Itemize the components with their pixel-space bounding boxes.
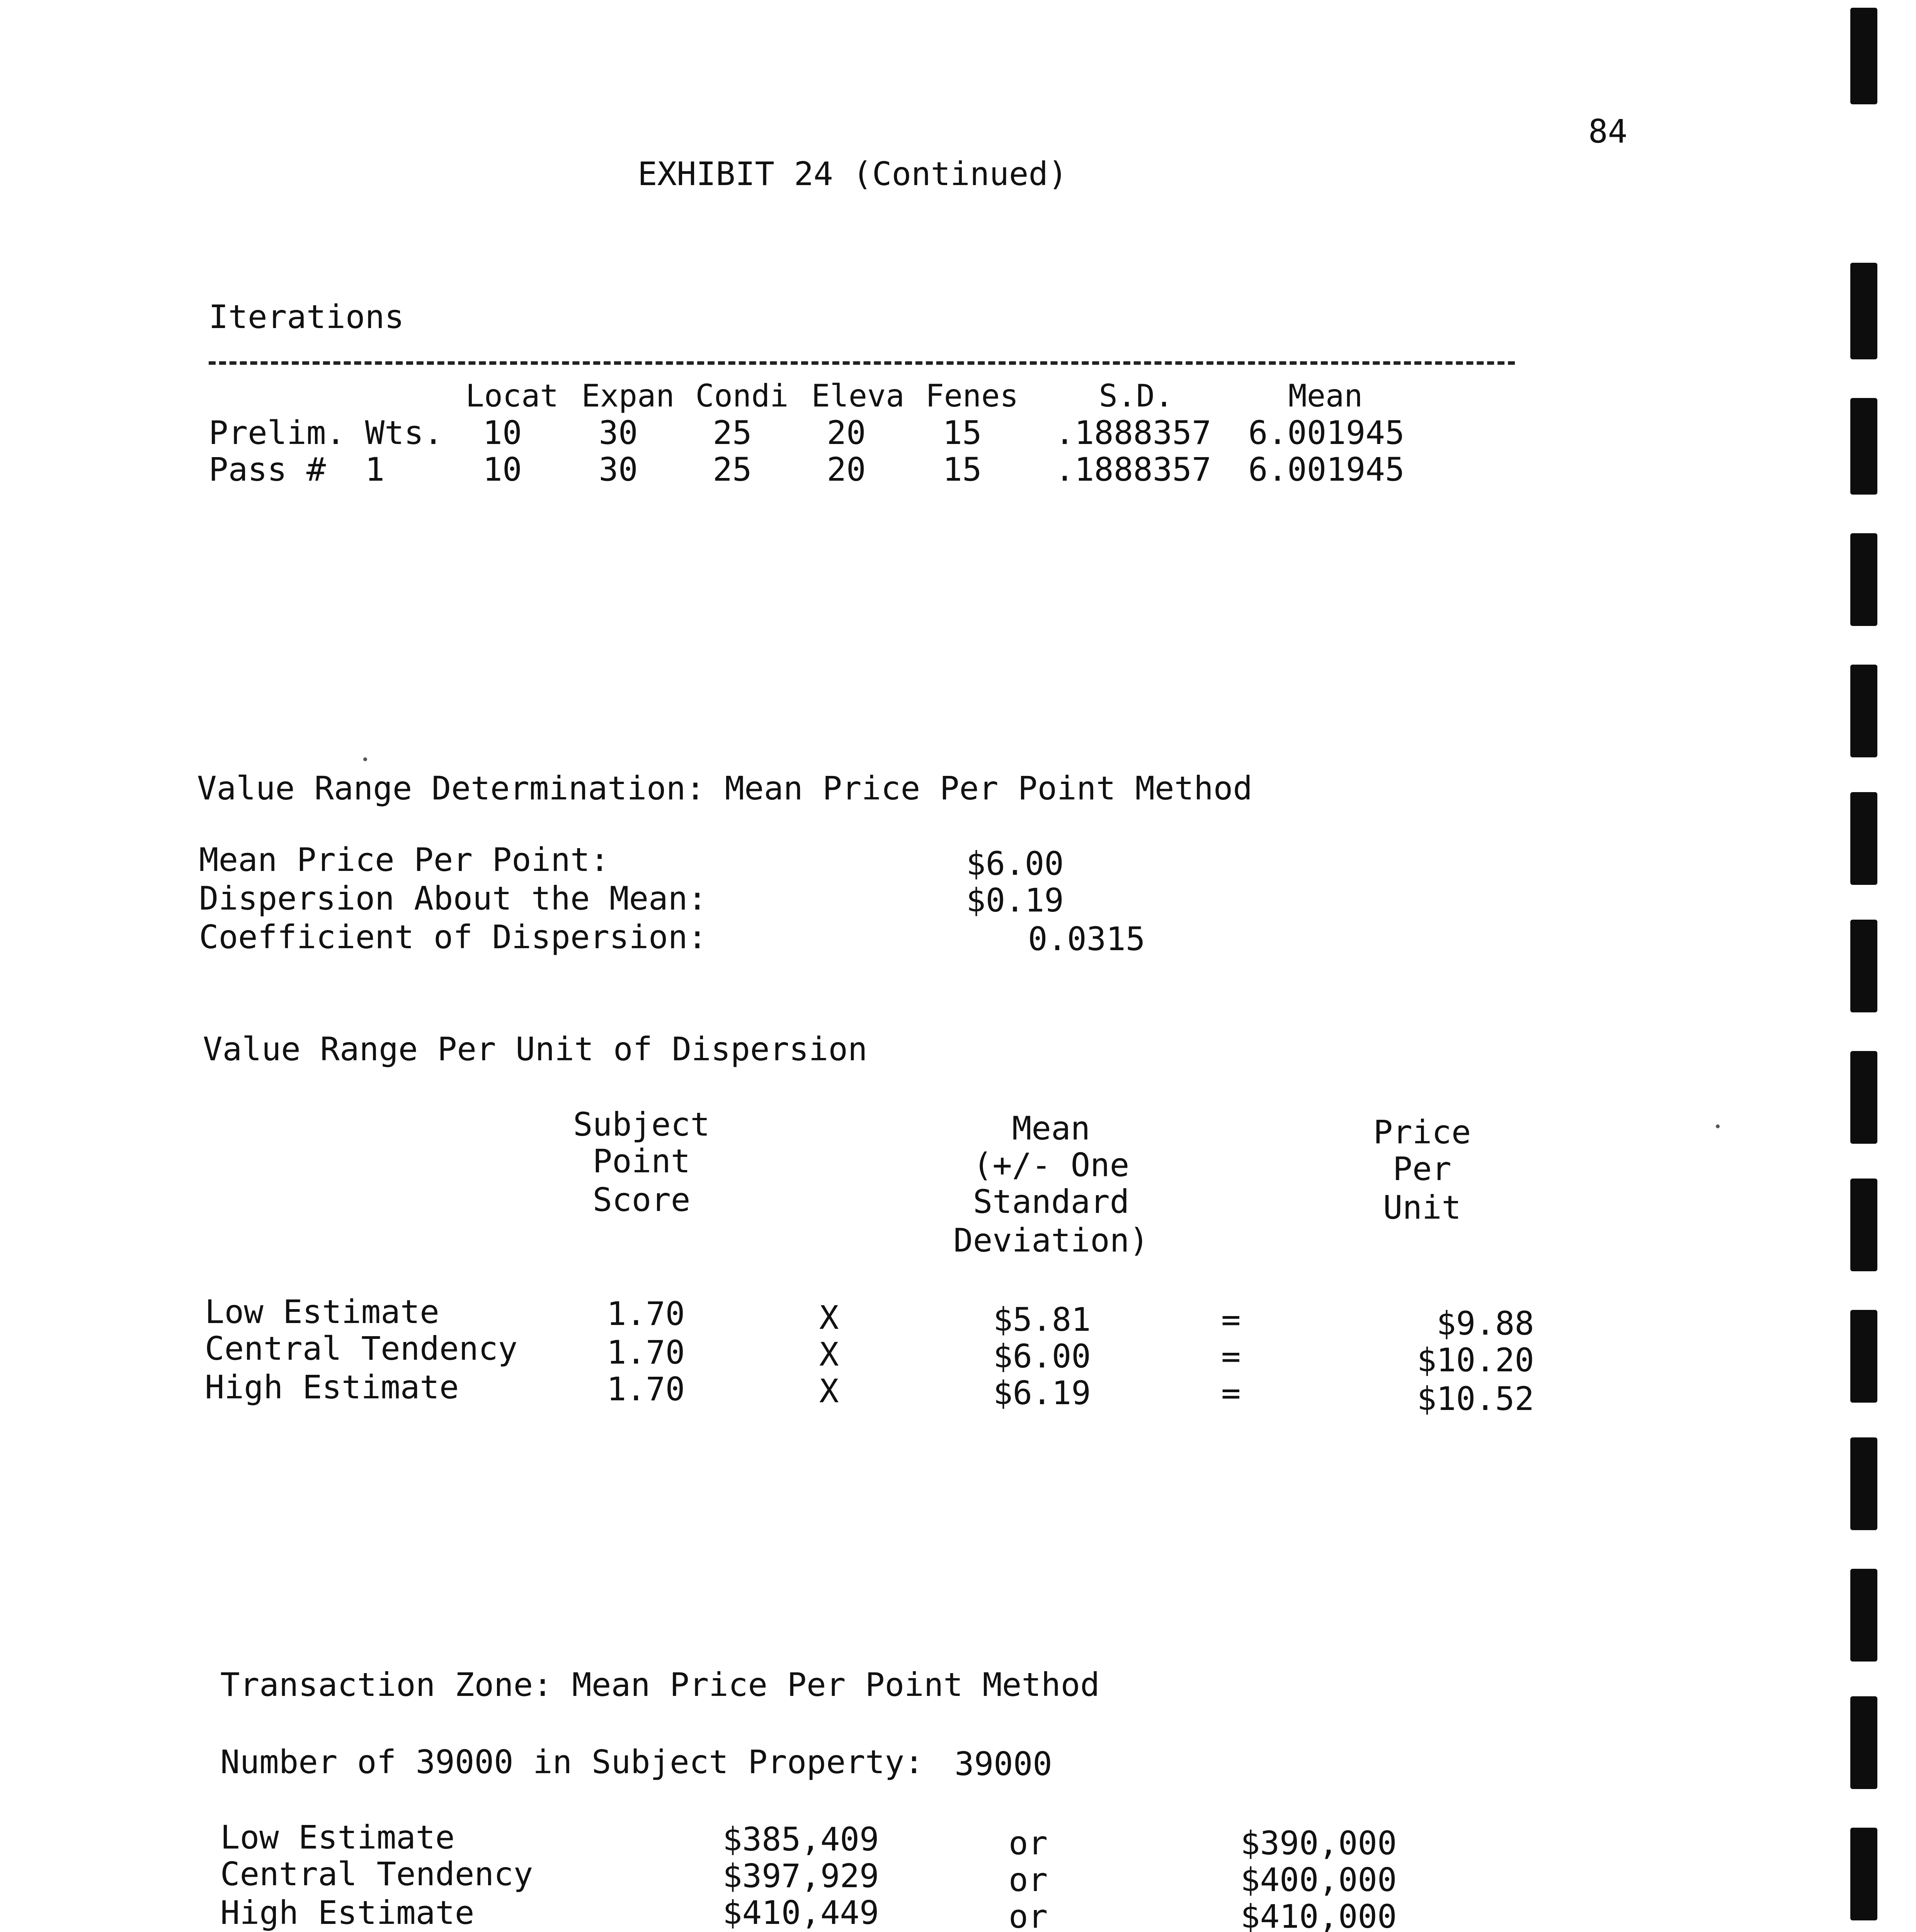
col-sd: S.D.: [1099, 378, 1174, 414]
mean-value: $6.19: [993, 1374, 1091, 1412]
cell: 30: [599, 414, 638, 452]
times-sign: X: [819, 1335, 839, 1373]
rounded-value: $390,000: [1240, 1824, 1397, 1862]
row-label: High Estimate: [220, 1894, 475, 1932]
estimate-value: $410,449: [723, 1894, 879, 1932]
cell: 30: [599, 451, 638, 488]
number-label: Number of 39000 in Subject Property:: [220, 1743, 924, 1781]
speck: [363, 757, 367, 761]
exhibit-title: EXHIBIT 24 (Continued): [638, 155, 1068, 193]
col-expan: Expan: [581, 378, 675, 414]
score: 1.70: [607, 1295, 685, 1333]
header-line: Mean: [1012, 1109, 1091, 1147]
col-locat: Locat: [465, 378, 559, 414]
row-label: High Estimate: [205, 1368, 459, 1406]
binder-mark: [1850, 665, 1877, 757]
price-value: $9.88: [1436, 1304, 1534, 1342]
price-value: $10.52: [1417, 1380, 1534, 1418]
binder-mark: [1850, 8, 1877, 104]
cell: 10: [483, 414, 522, 452]
cell: 20: [827, 414, 866, 452]
or-word: or: [1009, 1824, 1048, 1862]
cell: .1888357: [1055, 414, 1212, 452]
rounded-value: $400,000: [1240, 1861, 1397, 1899]
cell: 15: [943, 451, 982, 488]
row-label: Prelim. Wts.: [209, 414, 443, 452]
equals-sign: =: [1221, 1374, 1241, 1412]
binder-mark: [1850, 1828, 1877, 1920]
header-line: Per: [1393, 1150, 1451, 1188]
rounded-value: $410,000: [1240, 1898, 1397, 1932]
header-line: Point: [592, 1142, 691, 1180]
binder-mark: [1850, 533, 1877, 626]
binder-mark: [1850, 1179, 1877, 1271]
binder-mark: [1850, 263, 1877, 359]
col-eleva: Eleva: [811, 378, 905, 414]
header-line: Unit: [1383, 1189, 1462, 1226]
header-line: Price: [1373, 1113, 1471, 1151]
or-word: or: [1009, 1861, 1048, 1899]
estimate-value: $385,409: [723, 1820, 879, 1858]
row-label: Low Estimate: [220, 1818, 455, 1856]
binder-mark: [1850, 1696, 1877, 1789]
dispersion-label: Dispersion About the Mean:: [199, 879, 707, 917]
row-label: Central Tendency: [205, 1330, 518, 1367]
cell: 20: [827, 451, 866, 488]
cell: 25: [713, 451, 752, 488]
mean-price-label: Mean Price Per Point:: [199, 841, 610, 879]
per-unit-heading: Value Range Per Unit of Dispersion: [203, 1030, 868, 1068]
equals-sign: =: [1221, 1301, 1241, 1338]
cell: 10: [483, 451, 522, 488]
mean-price-value: $6.00: [966, 845, 1064, 883]
dispersion-value: $0.19: [966, 881, 1064, 919]
transaction-heading: Transaction Zone: Mean Price Per Point Method: [220, 1666, 1100, 1704]
header-line: Standard: [973, 1183, 1130, 1221]
or-word: or: [1009, 1898, 1048, 1932]
speck: [1716, 1124, 1720, 1128]
binder-mark: [1850, 920, 1877, 1012]
binder-mark: [1850, 1569, 1877, 1662]
value-range-heading: Value Range Determination: Mean Price Per Point Method: [197, 769, 1252, 807]
score: 1.70: [607, 1370, 685, 1408]
cell: 15: [943, 414, 982, 452]
times-sign: X: [819, 1372, 839, 1410]
mean-value: $6.00: [993, 1337, 1091, 1375]
cell: 6.001945: [1248, 451, 1405, 488]
coefficient-label: Coefficient of Dispersion:: [199, 918, 707, 956]
row-label: Central Tendency: [220, 1855, 533, 1893]
page-number: 84: [1588, 112, 1628, 150]
number-value: 39000: [955, 1745, 1052, 1783]
times-sign: X: [819, 1299, 839, 1337]
binder-mark: [1850, 1310, 1877, 1403]
coefficient-value: 0.0315: [1028, 920, 1145, 958]
header-line: Score: [592, 1181, 691, 1219]
header-line: Deviation): [953, 1221, 1149, 1259]
iterations-heading: Iterations: [209, 298, 404, 336]
cell: .1888357: [1055, 451, 1212, 488]
score: 1.70: [607, 1333, 685, 1371]
header-line: (+/- One: [973, 1146, 1130, 1184]
price-value: $10.20: [1417, 1341, 1534, 1379]
cell: 25: [713, 414, 752, 452]
header-line: Subject: [573, 1105, 710, 1143]
estimate-value: $397,929: [723, 1857, 879, 1895]
dashed-rule: [209, 361, 1515, 365]
binder-mark: [1850, 398, 1877, 495]
binder-mark: [1850, 1051, 1877, 1144]
mean-value: $5.81: [993, 1301, 1091, 1338]
equals-sign: =: [1221, 1337, 1241, 1375]
col-mean: Mean: [1288, 378, 1363, 414]
row-label: Pass # 1: [209, 451, 385, 488]
binder-mark: [1850, 792, 1877, 885]
row-label: Low Estimate: [205, 1293, 439, 1331]
col-condi: Condi: [695, 378, 789, 414]
binder-mark: [1850, 1437, 1877, 1530]
cell: 6.001945: [1248, 414, 1405, 452]
col-fenes: Fenes: [925, 378, 1019, 414]
